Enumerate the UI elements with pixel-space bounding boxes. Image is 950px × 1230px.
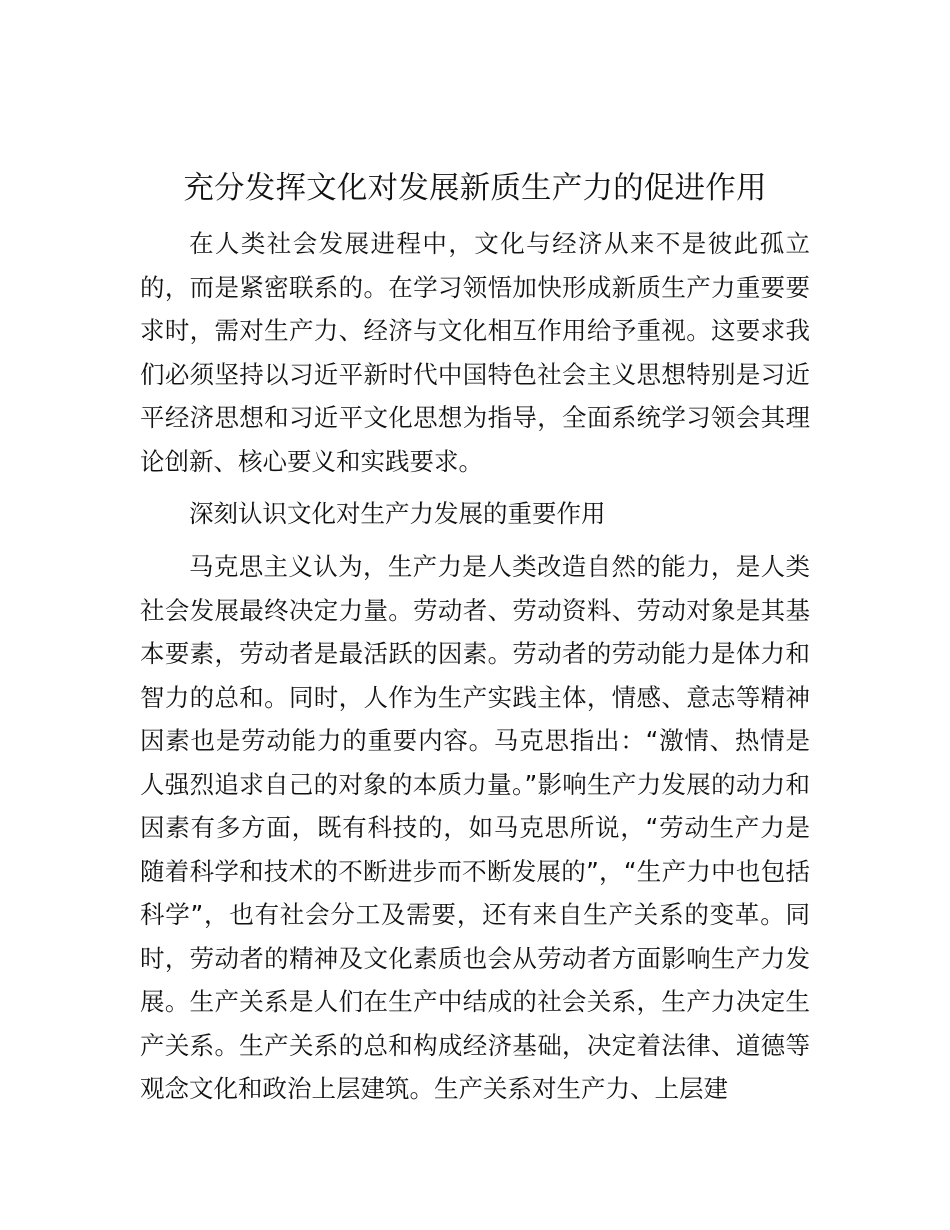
paragraph-intro: 在人类社会发展进程中，文化与经济从来不是彼此孤立的，而是紧密联系的。在学习领悟加快形成新质生产力重要要求时，需对生产力、经济与文化相互作用给予重视。这要求我们必须坚持以习近平新时代中国特色社会主义思想特别是习近平经济思想和习近平文化思想为指导，全面系统学习领会其理论创新、核心要义和实践要求。 (140, 229, 810, 476)
document-title: 充分发挥文化对发展新质生产力的促进作用 (183, 171, 767, 206)
section-heading: 深刻认识文化对生产力发展的重要作用 (189, 499, 606, 528)
paragraph-body: 马克思主义认为，生产力是人类改造自然的能力，是人类社会发展最终决定力量。劳动者、劳动资料、劳动对象是其基本要素，劳动者是最活跃的因素。劳动者的劳动能力是体力和智力的总和。同时，人作为生产实践主体，情感、意志等精神因素也是劳动能力的重要内容。马克思指出：“激情、热情是人强烈追求自己的对象的本质力量。”影响生产力发展的动力和因素有多方面，既有科技的，如马克思所说，“劳动生产力是随着科学和技术的不断进步而不断发展的”，“生产力中也包括科学”，也有社会分工及需要，还有来自生产关系的变革。同时，劳动者的精神及文化素质也会从劳动者方面影响生产力发展。生产关系是人们在生产中结成的社会关系，生产力决定生产关系。生产关系的总和构成经济基础，决定着法律、道德等观念文化和政治上层建筑。生产关系对生产力、上层建 (140, 552, 810, 1103)
